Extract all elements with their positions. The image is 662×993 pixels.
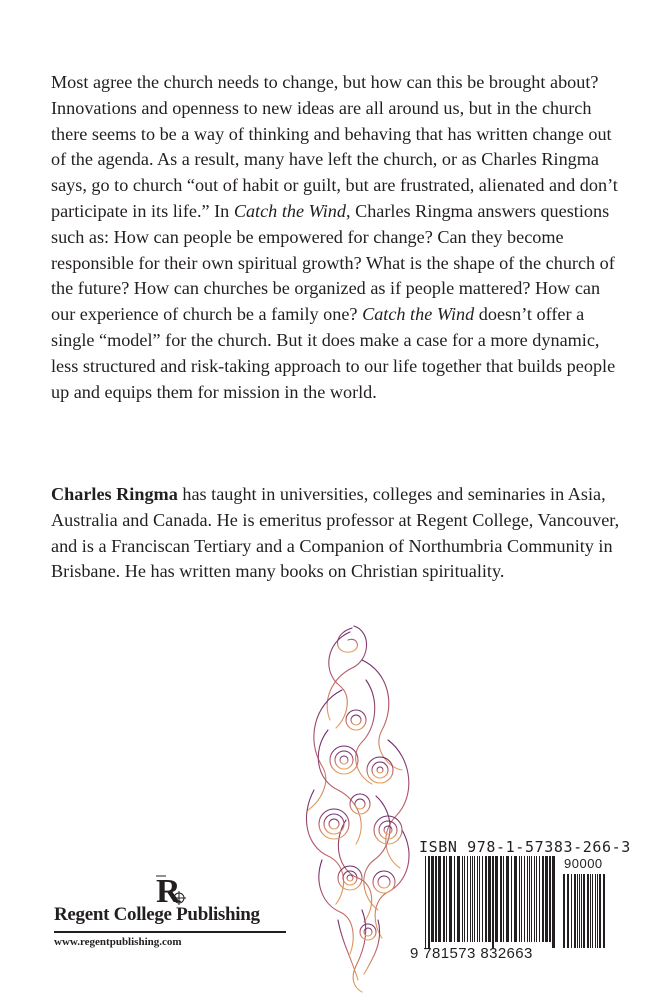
blurb-text-2: , Charles Ringma answers questions such as: How can people be empowered for change? Can they become responsible for their own spiritual growth? What is the shape of the church of the future? How can churches be organized as if people mattered? How can our experience of church be a family one?: [51, 200, 615, 325]
barcode-bar: [488, 856, 491, 942]
barcode-bar: [511, 856, 512, 942]
barcode-bar: [527, 856, 528, 942]
barcode-bar: [534, 856, 535, 942]
barcode-addon-bar: [603, 874, 605, 948]
barcode-addon-bar: [567, 874, 569, 948]
barcode-bar: [542, 856, 544, 942]
isbn-label: ISBN 978-1-57383-266-3: [419, 838, 631, 856]
barcode-addon-bar: [583, 874, 585, 948]
barcode-addon-bar: [581, 874, 582, 948]
barcode-bar: [443, 856, 445, 942]
barcode-bar: [449, 856, 452, 942]
barcode-bar: [446, 856, 447, 942]
blurb-text-1: Most agree the church needs to change, but how can this be brought about? Innovations and openness to new ideas are all around us, but in the church there seems to be a way of thinking and behaving that has written change out of the agenda. As a result, many have left the church, or as Charles Ringma says, go to church “out of habit or guilt, but are frustrated, alienated and don’t participate in its life.” In: [51, 72, 618, 221]
barcode-bar: [479, 856, 480, 942]
barcode-bar: [503, 856, 504, 942]
barcode-bar: [514, 856, 517, 942]
barcode-bar: [470, 856, 471, 942]
author-bio-text: has taught in universities, colleges and seminaries in Asia, Australia and Canada. He is emeritus professor at Regent College, Vancouver, and is a Franciscan Tertiary and a Companion of Northumbria Community in Brisbane. He has written many books on Christian spirituality.: [51, 484, 620, 582]
barcode-bar: [435, 856, 437, 942]
barcode-bar: [545, 856, 548, 942]
barcode-bar: [457, 856, 460, 942]
barcode-addon-bar: [599, 874, 601, 948]
barcode-bar: [472, 856, 473, 942]
barcode-addon-bar: [579, 874, 580, 948]
blurb-text-3: doesn’t offer a single “model” for the church. But it does make a case for a more dynamic, less structured and risk-taking approach to our life together that builds people up and equips them for mission in the world.: [51, 304, 616, 402]
barcode-bar: [500, 856, 502, 942]
publisher-website: www.regentpublishing.com: [54, 936, 182, 948]
author-name: Charles Ringma: [51, 484, 178, 504]
barcode-bar: [495, 856, 498, 942]
barcode-bar: [536, 856, 537, 942]
svg-text:R: R: [156, 873, 181, 910]
barcode-addon-bar: [590, 874, 591, 948]
barcode-addon-bar: [592, 874, 593, 948]
barcode-addon-bar: [597, 874, 598, 948]
barcode-bar: [552, 856, 555, 948]
barcode-addon-digits: 90000: [564, 856, 603, 871]
barcode-bar: [524, 856, 525, 942]
barcode-bar: [539, 856, 540, 942]
barcode-bar: [464, 856, 465, 942]
barcode-bar: [431, 856, 434, 942]
blurb-title-2: Catch the Wind: [362, 304, 475, 325]
barcode-addon-bar: [595, 874, 596, 948]
barcode-addon-bar: [587, 874, 589, 948]
barcode-bar: [482, 856, 483, 942]
barcode-addon-bar: [563, 874, 565, 948]
barcode-bar: [531, 856, 532, 942]
blurb-title-1: Catch the Wind: [233, 200, 346, 221]
barcode-bar: [428, 856, 430, 948]
barcode-addon-bar: [571, 874, 572, 948]
barcode-bar: [519, 856, 520, 942]
barcode-bar: [474, 856, 475, 942]
barcode-bar: [462, 856, 463, 942]
barcode-bar: [454, 856, 455, 942]
barcode-bar: [529, 856, 530, 942]
publisher-name: Regent College Publishing: [54, 904, 260, 925]
barcode-bar: [485, 856, 487, 942]
barcode-bar: [438, 856, 441, 942]
barcode-bar: [477, 856, 478, 942]
barcode-bar: [467, 856, 468, 942]
barcode-addon-bar: [577, 874, 578, 948]
barcode-bar: [521, 856, 522, 942]
barcode-bar: [492, 856, 494, 948]
ean-digits: 9 781573 832663: [410, 945, 533, 962]
barcode-bar: [506, 856, 509, 942]
barcode-bar: [425, 856, 426, 948]
barcode-bar: [549, 856, 551, 942]
barcode-addon-bar: [574, 874, 576, 948]
